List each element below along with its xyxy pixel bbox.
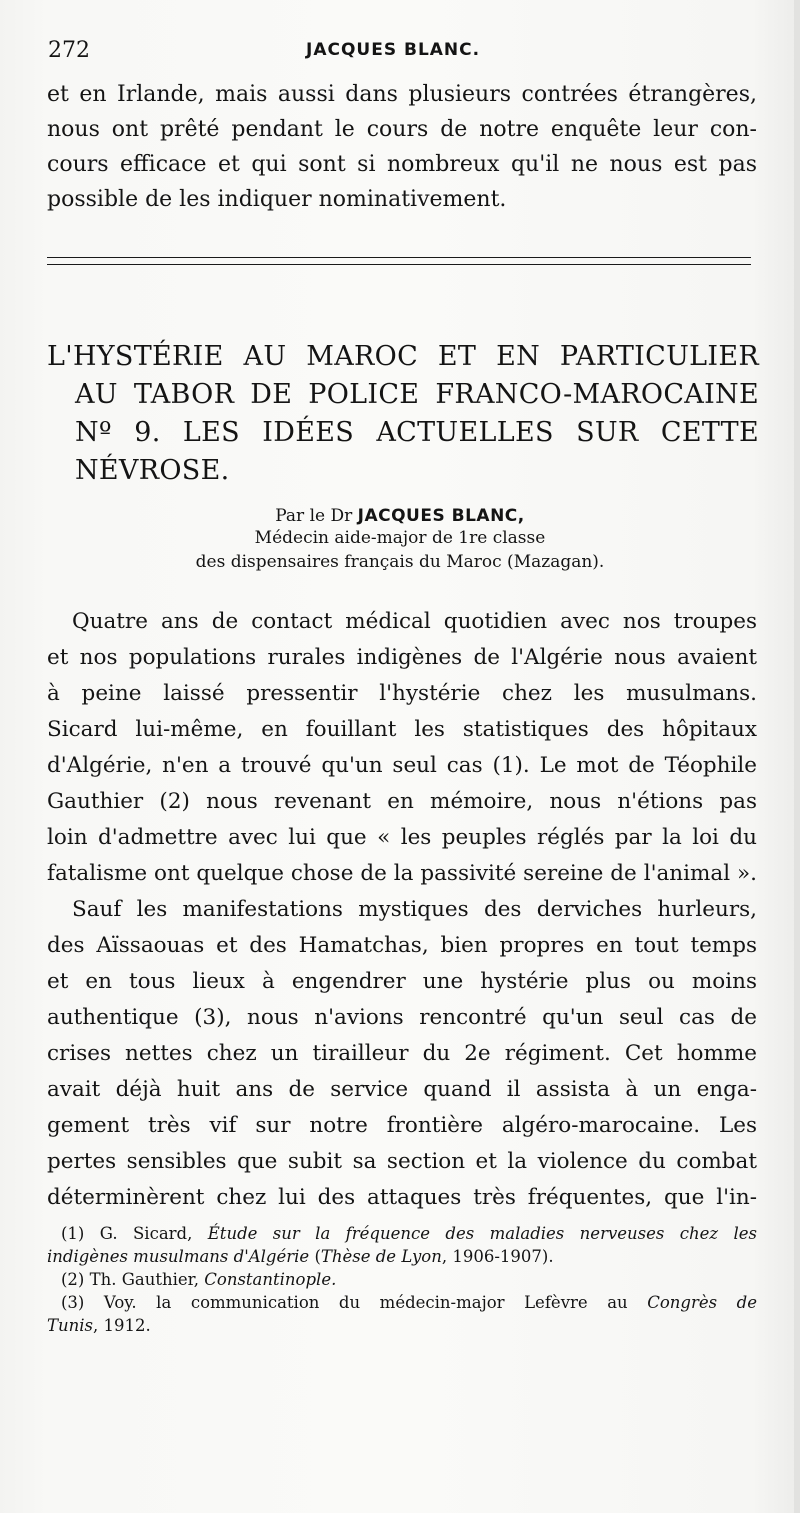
title-line: L'HYSTÉRIE AU MAROC ET EN PARTICULIER bbox=[47, 341, 759, 372]
text-line: possible de les indiquer nominativement. bbox=[47, 187, 507, 212]
footnote-1-cont bbox=[47, 1245, 757, 1268]
text-line: cours efficace et qui sont si nombreux qu'il ne nous est pas bbox=[47, 152, 757, 177]
footnote-3 bbox=[47, 1291, 757, 1314]
body-line: avait déjà huit ans de service quand il assista à un enga- bbox=[47, 1077, 757, 1102]
footnote-text: (3) Voy. la communication du médecin-major Lefèvre au bbox=[61, 1293, 628, 1312]
byline-prefix: Par le Dr bbox=[275, 506, 353, 526]
section-divider-bottom bbox=[47, 264, 751, 265]
body-line: et en tous lieux à engendrer une hystérie plus ou moins bbox=[47, 969, 757, 994]
text-line: et en Irlande, mais aussi dans plusieurs contrées étrangères, bbox=[47, 82, 757, 107]
body-line: à peine laissé pressentir l'hystérie chez les musulmans. bbox=[47, 681, 757, 706]
footnote-1 bbox=[47, 1222, 757, 1245]
body-line: gement très vif sur notre frontière algéro-marocaine. Les bbox=[47, 1113, 757, 1138]
footnotes bbox=[47, 1222, 757, 1337]
body-line: des Aïssaouas et des Hamatchas, bien propres en tout temps bbox=[47, 933, 757, 958]
footnote-2 bbox=[47, 1268, 757, 1291]
article-body bbox=[47, 604, 757, 1216]
footnote-3-cont bbox=[47, 1314, 757, 1337]
footnote-text: (2) Th. Gauthier, bbox=[61, 1270, 200, 1289]
footnote-text: ( bbox=[314, 1247, 321, 1266]
section-divider-top bbox=[47, 257, 751, 258]
footnote-text: (1) G. Sicard, bbox=[61, 1224, 193, 1243]
title-line: Nº 9. LES IDÉES ACTUELLES SUR CETTE bbox=[75, 417, 759, 448]
footnote-italic: Congrès de bbox=[647, 1293, 757, 1312]
body-line: déterminèrent chez lui des attaques très fréquentes, que l'in- bbox=[47, 1185, 757, 1210]
body-line: fatalisme ont quelque chose de la passivité sereine de l'animal ». bbox=[47, 861, 757, 886]
previous-article-ending bbox=[47, 77, 757, 217]
running-title: JACQUES BLANC. bbox=[306, 40, 481, 60]
byline-affiliation: des dispensaires français du Maroc (Mazagan). bbox=[195, 552, 605, 572]
body-line: Sauf les manifestations mystiques des derviches hurleurs, bbox=[72, 897, 757, 922]
title-line: AU TABOR DE POLICE FRANCO-MAROCAINE bbox=[75, 379, 759, 410]
byline bbox=[0, 506, 800, 527]
text-line: nous ont prêté pendant le cours de notre enquête leur con- bbox=[47, 117, 757, 142]
body-line: loin d'admettre avec lui que « les peuples réglés par la loi du bbox=[47, 825, 757, 850]
body-line: Sicard lui-même, en fouillant les statistiques des hôpitaux bbox=[47, 717, 757, 742]
footnote-italic: indigènes musulmans d'Algérie bbox=[47, 1247, 310, 1266]
footnote-text: , 1912. bbox=[93, 1316, 151, 1335]
title-line: NÉVROSE. bbox=[75, 455, 230, 486]
footnote-italic: Tunis bbox=[47, 1316, 94, 1335]
footnote-italic: Constantinople. bbox=[204, 1270, 337, 1289]
body-line: crises nettes chez un tirailleur du 2e régiment. Cet homme bbox=[47, 1041, 757, 1066]
running-head bbox=[48, 38, 758, 66]
footnote-italic: Thèse de Lyon bbox=[320, 1247, 442, 1266]
body-line: d'Algérie, n'en a trouvé qu'un seul cas (1). Le mot de Téophile bbox=[47, 753, 757, 778]
body-line: Gauthier (2) nous revenant en mémoire, nous n'étions pas bbox=[47, 789, 757, 814]
byline-role: Médecin aide-major de 1re classe bbox=[254, 528, 546, 548]
footnote-text: , 1906-1907). bbox=[441, 1247, 554, 1266]
footnote-italic: Étude sur la fréquence des maladies nerveuses chez les bbox=[207, 1224, 757, 1243]
page-number: 272 bbox=[48, 38, 90, 63]
body-line: authentique (3), nous n'avions rencontré qu'un seul cas de bbox=[47, 1005, 757, 1030]
body-line: et nos populations rurales indigènes de l'Algérie nous avaient bbox=[47, 645, 757, 670]
body-line: pertes sensibles que subit sa section et la violence du combat bbox=[47, 1149, 757, 1174]
article-title bbox=[47, 338, 759, 490]
body-line: Quatre ans de contact médical quotidien avec nos troupes bbox=[72, 609, 757, 634]
byline-author: JACQUES BLANC, bbox=[357, 506, 525, 526]
